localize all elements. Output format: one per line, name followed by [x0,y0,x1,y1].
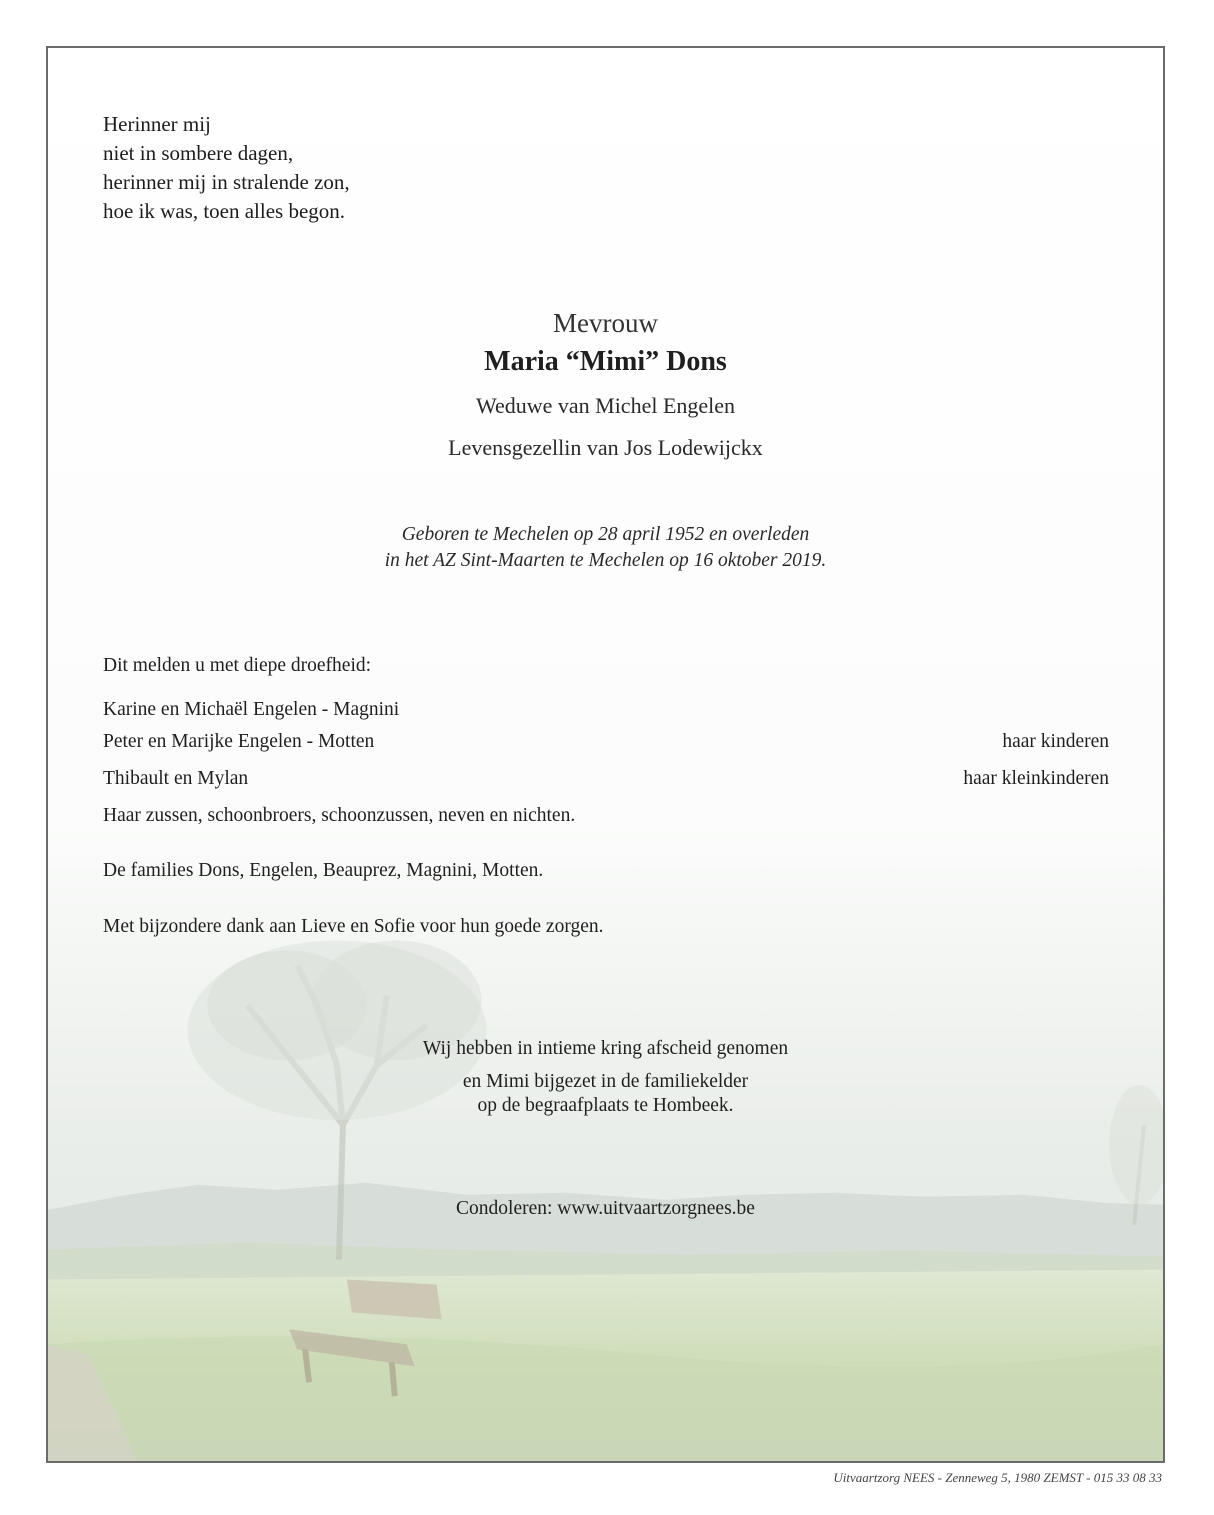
mourner-row [103,731,1109,753]
mourner-row [103,699,1109,721]
closing-line: en Mimi bijgezet in de familiekelder [462,1071,749,1092]
widow-of-line: Weduwe van Michel Engelen [475,393,736,418]
mourner-names: Haar zussen, schoonbroers, schoonzussen, neven en nichten. [103,805,576,826]
mourner-row [103,768,1109,790]
thanks-line: Met bijzondere dank aan Lieve en Sofie voor hun goede zorgen. [103,916,604,937]
landscape-background-image [48,48,1163,1461]
mourner-relation: haar kinderen [1002,731,1109,752]
mourner-relation: haar kleinkinderen [963,768,1109,789]
mourners-intro: Dit melden u met diepe droefheid: [103,655,372,676]
closing-line: op de begraafplaats te Hombeek. [477,1095,734,1116]
poem-line: niet in sombere dagen, [103,141,294,165]
poem-line: hoe ik was, toen alles begon. [103,199,346,223]
deceased-name: Maria “Mimi” Dons [484,346,727,377]
mourner-names: Peter en Marijke Engelen - Motten [103,731,375,752]
condolences-line: Condoleren: www.uitvaartzorgnees.be [456,1198,755,1219]
mourner-names: Karine en Michaël Engelen - Magnini [103,699,400,720]
families-line: De families Dons, Engelen, Beauprez, Magnini, Motten. [103,860,544,881]
birth-death-line: in het AZ Sint-Maarten te Mechelen op 16 oktober 2019. [384,550,827,571]
poem-line: herinner mij in stralende zon, [103,170,350,194]
partner-of-line: Levensgezellin van Jos Lodewijckx [448,435,763,460]
mourner-row [103,805,1109,827]
mourner-names: Thibault en Mylan [103,768,249,789]
closing-text [48,1032,1163,1122]
funeral-home-footer: Uitvaartzorg NEES - Zenneweg 5, 1980 ZEMST - 015 33 08 33 [833,1470,1162,1485]
birth-death-line: Geboren te Mechelen op 28 april 1952 en overleden [401,524,810,545]
honorific-title: Mevrouw [553,308,658,338]
birth-death-text [48,522,1163,574]
memorial-poem [103,110,350,226]
poem-line: Herinner mij [103,112,211,136]
closing-line: Wij hebben in intieme kring afscheid genomen [422,1038,789,1059]
obituary-card [46,46,1165,1463]
